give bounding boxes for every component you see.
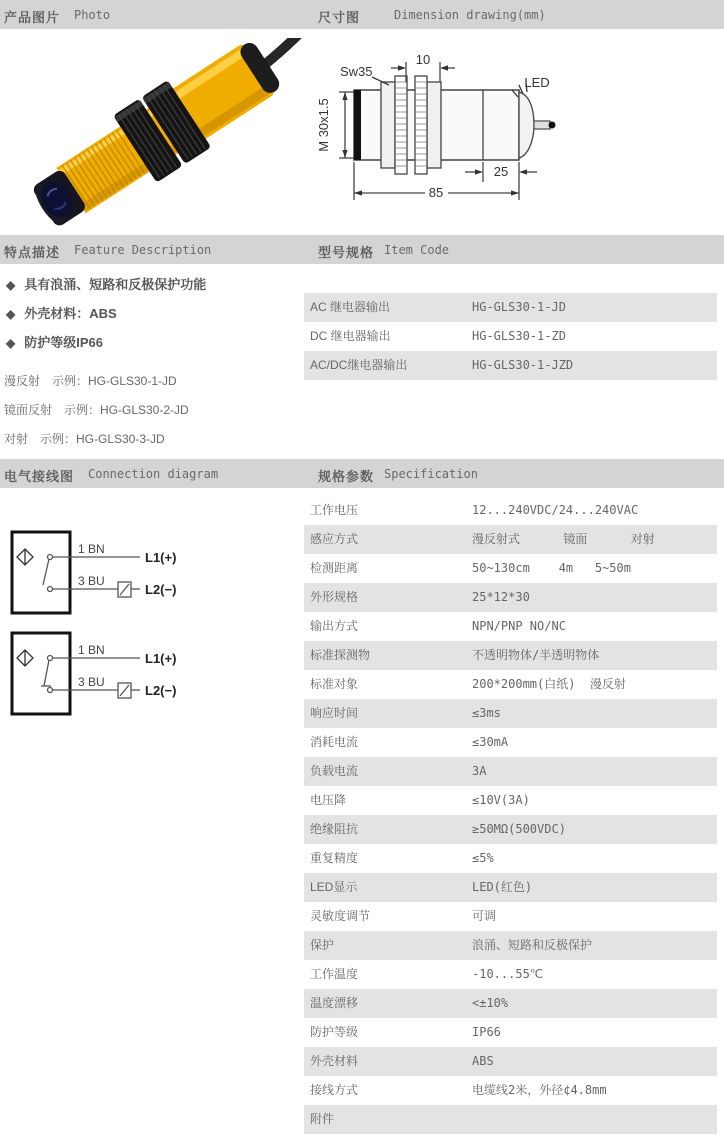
item-code-value: HG-GLS30-1-ZD [472, 329, 566, 343]
connection-header-en: Connection diagram [88, 467, 219, 481]
spec-row [304, 641, 717, 670]
features-header-en: Feature Description [74, 243, 212, 257]
spec-label: 接线方式 [310, 1083, 359, 1097]
spec-row [304, 1047, 717, 1076]
spec-row [304, 815, 717, 844]
item-code-label: DC 继电器输出 [310, 329, 391, 343]
spec-value: 漫反射式 镜面 对射 [472, 532, 655, 546]
spec-header-zh: 规格参数 [318, 469, 375, 484]
spec-value: ≤10V(3A) [472, 793, 530, 807]
spec-row [304, 902, 717, 931]
spec-row [304, 496, 717, 525]
wire-label-bn: 1 BN [78, 643, 105, 657]
spec-row [304, 525, 717, 554]
spec-row [304, 844, 717, 873]
feature-text: 外壳材料：ABS [24, 306, 117, 321]
spec-label: 重复精度 [310, 851, 359, 865]
photo-header-en: Photo [74, 8, 111, 22]
spec-value: 3A [472, 764, 487, 778]
spec-value: 12...240VDC/24...240VAC [472, 503, 639, 517]
spec-row [304, 612, 717, 641]
connection-diagram [0, 495, 300, 745]
terminal-l2: L2(−) [145, 582, 177, 597]
product-photo [5, 38, 305, 230]
feature-text: 具有浪涌、短路和反极保护功能 [24, 277, 207, 292]
item-code-table [304, 293, 717, 380]
spec-row [304, 728, 717, 757]
dimension-header-en: Dimension drawing(mm) [394, 8, 546, 22]
spec-label: 保护 [310, 938, 335, 952]
example-line: 对射 示例：HG-GLS30-3-JD [4, 432, 165, 446]
wire-label-bu: 3 BU [78, 675, 105, 689]
label-25: 25 [493, 164, 509, 179]
header-feature-itemcode [0, 235, 724, 264]
label-sw35: Sw35 [340, 64, 373, 79]
spec-label: 外形规格 [310, 590, 359, 604]
feature-bullet [6, 274, 206, 294]
spec-label: 工作温度 [310, 967, 359, 981]
spec-row [304, 786, 717, 815]
terminal-l2: L2(−) [145, 683, 177, 698]
spec-value: LED(红色) [472, 880, 533, 894]
header-connection-spec [0, 459, 724, 488]
label-10: 10 [415, 52, 431, 67]
item-code-label: AC 继电器输出 [310, 300, 391, 314]
label-thread: M 30x1.5 [316, 98, 331, 152]
terminal-l1: L1(+) [145, 651, 177, 666]
spec-row [304, 960, 717, 989]
item-code-value: HG-GLS30-1-JD [472, 300, 566, 314]
spec-value: 50~130cm 4m 5~50m [472, 561, 631, 575]
spec-value: 200*200mm(白纸) 漫反射 [472, 677, 626, 691]
spec-row [304, 699, 717, 728]
spec-label: 标准探测物 [310, 648, 371, 662]
item-code-label: AC/DC继电器输出 [310, 358, 408, 372]
spec-label: 附件 [310, 1112, 335, 1126]
spec-value: 可调 [472, 909, 497, 923]
header-photo-dimension [0, 0, 724, 29]
label-85: 85 [428, 185, 444, 200]
item-code-row [304, 322, 717, 351]
item-code-row [304, 351, 717, 380]
spec-value: ABS [472, 1054, 494, 1068]
feature-bullet [6, 303, 117, 323]
itemcode-header-en: Item Code [384, 243, 450, 257]
dimension-drawing [315, 35, 715, 237]
spec-row [304, 757, 717, 786]
spec-value: <±10% [472, 996, 509, 1010]
diamond-bullet-icon: ◆ [6, 278, 16, 292]
spec-value: ≤5% [472, 851, 494, 865]
spec-label: 外壳材料 [310, 1054, 359, 1068]
label-led: LED [524, 75, 550, 90]
spec-label: 防护等级 [310, 1025, 359, 1039]
spec-value: ≤30mA [472, 735, 509, 749]
spec-value: 浪涌、短路和反极保护 [472, 938, 593, 952]
terminal-l1: L1(+) [145, 550, 177, 565]
spec-label: 消耗电流 [310, 735, 359, 749]
feature-bullet [6, 332, 103, 352]
spec-label: 输出方式 [310, 619, 359, 633]
connection-header-zh: 电气接线图 [4, 469, 75, 484]
itemcode-header-zh: 型号规格 [318, 245, 375, 260]
spec-label: 负载电流 [310, 764, 359, 778]
spec-row [304, 554, 717, 583]
spec-label: 检测距离 [310, 561, 359, 575]
wire-label-bu: 3 BU [78, 574, 105, 588]
spec-row [304, 989, 717, 1018]
spec-row [304, 873, 717, 902]
example-line: 漫反射 示例：HG-GLS30-1-JD [4, 374, 177, 388]
diamond-bullet-icon: ◆ [6, 336, 16, 350]
spec-row [304, 931, 717, 960]
wire-label-bn: 1 BN [78, 542, 105, 556]
spec-row [304, 1018, 717, 1047]
spec-value: 不透明物体/半透明物体 [472, 648, 600, 662]
spec-value: NPN/PNP NO/NC [472, 619, 566, 633]
photo-header-zh: 产品图片 [4, 10, 61, 25]
features-header-zh: 特点描述 [4, 245, 61, 260]
dimension-header-zh: 尺寸图 [318, 10, 361, 25]
spec-label: LED显示 [310, 880, 358, 894]
item-code-row [304, 293, 717, 322]
spec-label: 温度漂移 [310, 996, 359, 1010]
spec-label: 工作电压 [310, 503, 359, 517]
example-line: 镜面反射 示例：HG-GLS30-2-JD [4, 403, 189, 417]
spec-label: 灵敏度调节 [310, 909, 371, 923]
spec-value: ≥50MΩ(500VDC) [472, 822, 566, 836]
spec-row [304, 1076, 717, 1105]
item-code-value: HG-GLS30-1-JZD [472, 358, 574, 372]
diamond-bullet-icon: ◆ [6, 307, 16, 321]
spec-header-en: Specification [384, 467, 478, 481]
spec-label: 电压降 [310, 793, 347, 807]
spec-value: ≤3ms [472, 706, 501, 720]
spec-row [304, 670, 717, 699]
feature-text: 防护等级IP66 [24, 335, 103, 350]
spec-value: -10...55℃ [472, 967, 544, 981]
spec-label: 标准对象 [310, 677, 359, 691]
spec-row [304, 1105, 717, 1134]
spec-value: 电缆线2米，外径¢4.8mm [472, 1083, 607, 1097]
spec-value: 25*12*30 [472, 590, 530, 604]
spec-label: 感应方式 [310, 532, 359, 546]
specification-table [304, 496, 717, 1134]
spec-label: 绝缘阻抗 [310, 822, 359, 836]
spec-label: 响应时间 [310, 706, 359, 720]
spec-value: IP66 [472, 1025, 501, 1039]
spec-row [304, 583, 717, 612]
